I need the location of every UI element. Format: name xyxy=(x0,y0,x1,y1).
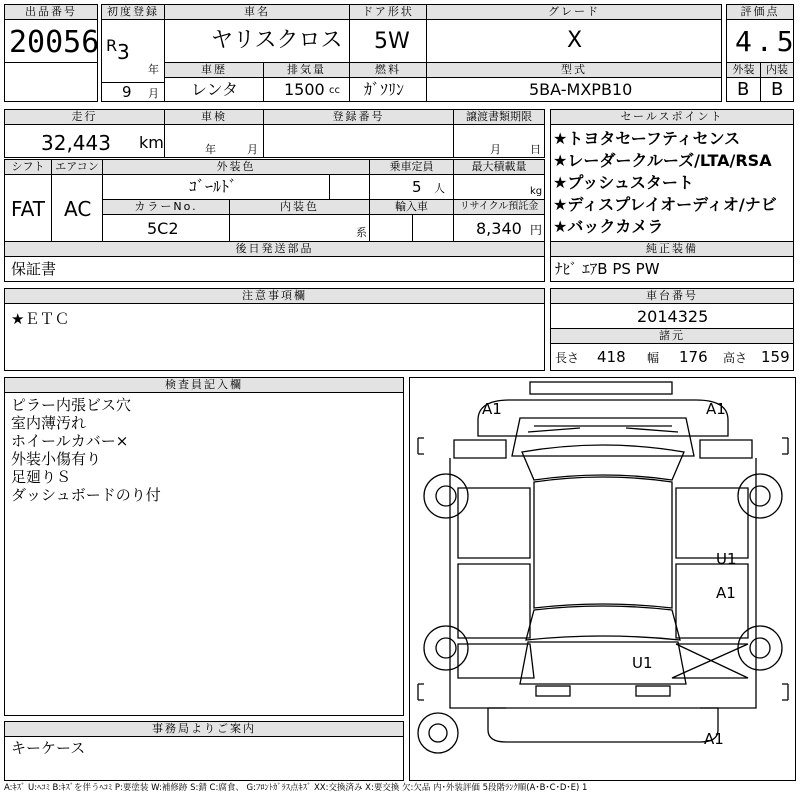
score-cell xyxy=(726,19,798,63)
score-label: 評価点 xyxy=(726,4,794,20)
load-cell xyxy=(453,174,545,200)
width-label: 幅 xyxy=(647,351,660,365)
inspector-line-4: 外装小傷有り xyxy=(11,450,102,468)
inspector-label: 検査員記入欄 xyxy=(4,377,404,393)
later-parts-label: 後日発送部品 xyxy=(4,241,545,257)
damage-mark-5: U1 xyxy=(632,654,653,672)
notes-cell xyxy=(4,303,545,371)
transfer-cell xyxy=(453,124,545,158)
ext-color-label: 外装色 xyxy=(102,159,370,175)
inspection-month-unit: 月 xyxy=(247,143,258,156)
recycle-cell xyxy=(453,214,545,242)
history: レンタ xyxy=(191,80,238,99)
exterior-cell xyxy=(726,77,761,102)
damage-mark-6: A1 xyxy=(704,730,724,748)
import-cell-b xyxy=(412,214,454,242)
sales-point-3: ★プッシュスタート xyxy=(553,173,694,192)
displacement-label: 排気量 xyxy=(263,62,350,78)
ext-color: ｺﾞｰﾙﾄﾞ xyxy=(189,177,238,196)
era: R xyxy=(106,36,118,55)
equipment: ﾅﾋﾞ ｴｱB PS PW xyxy=(555,260,660,278)
sales-points-cell xyxy=(550,124,794,242)
first-reg-month-cell xyxy=(101,82,165,102)
car-damage-diagram xyxy=(409,377,796,781)
int-color-label: 内装色 xyxy=(229,199,370,215)
chassis-label: 車台番号 xyxy=(550,288,794,304)
damage-mark-4: A1 xyxy=(716,584,736,602)
damage-mark-2: A1 xyxy=(706,400,726,418)
inspector-line-6: ダッシュボードのり付 xyxy=(11,486,161,504)
height: 159 xyxy=(761,348,790,366)
sales-point-5: ★バックカメラ xyxy=(553,217,664,236)
office-cell xyxy=(4,736,404,781)
first-reg-year-cell xyxy=(101,19,165,83)
equipment-cell xyxy=(550,256,794,282)
ac-label: エアコン xyxy=(51,159,103,175)
capacity-label: 乗車定員 xyxy=(369,159,454,175)
transfer-day-unit: 日 xyxy=(530,143,541,156)
grade-cell xyxy=(426,19,722,63)
shift-label: シフト xyxy=(4,159,52,175)
dims-cell xyxy=(550,343,794,371)
history-cell xyxy=(164,77,264,102)
fuel-label: 燃料 xyxy=(349,62,427,78)
ext-color-cell xyxy=(102,174,330,200)
history-label: 車歴 xyxy=(164,62,264,78)
damage-mark-1: A1 xyxy=(482,400,502,418)
sales-point-2: ★レーダークルーズ/LTA/RSA xyxy=(553,151,772,170)
office-note: キーケース xyxy=(11,739,86,757)
car-name: ヤリスクロス xyxy=(211,28,343,53)
length-label: 長さ xyxy=(555,351,580,365)
fuel-cell xyxy=(349,77,427,102)
recycle-fee: 8,340 xyxy=(476,219,522,238)
reg-no-label: 登録番号 xyxy=(263,109,454,125)
sales-point-1: ★トヨタセーフティセンス xyxy=(553,129,741,148)
legend-footer: A:ｷｽﾞ U:ﾍｺﾐ B:ｷｽﾞを伴うﾍｺﾐ P:要塗装 W:補修跡 S:錆 C:腐食、 G:ﾌﾛﾝﾄｶﾞﾗｽ点ｷｽﾞ XX:交換済み X:要交換 欠:欠品 内･外装評価 5段階ﾗﾝｸ順(A･B･C･D･E) 1 xyxy=(4,783,588,793)
int-color-unit: 系 xyxy=(356,226,367,239)
length: 418 xyxy=(597,348,626,366)
car-name-cell xyxy=(164,19,350,63)
inspection-year-unit: 年 xyxy=(205,143,216,156)
month-unit: 月 xyxy=(148,87,159,100)
sales-points-label: セールスポイント xyxy=(550,109,794,125)
mileage-unit: km xyxy=(139,133,164,152)
fuel: ｶﾞｿﾘﾝ xyxy=(364,80,405,99)
transfer-label: 譲渡書類期限 xyxy=(453,109,545,125)
blank-cell xyxy=(4,62,98,102)
score: 4.5 xyxy=(735,25,798,58)
color-no-cell xyxy=(102,214,230,242)
inspector-line-2: 室内薄汚れ xyxy=(11,414,87,432)
car-outline xyxy=(410,378,797,782)
recycle-unit: 円 xyxy=(530,223,543,237)
mileage-label: 走行 xyxy=(4,109,165,125)
shift: FAT xyxy=(11,197,46,221)
import-label: 輸入車 xyxy=(369,199,454,215)
ext-color-extra-cell xyxy=(329,174,370,200)
listing-no: 20056 xyxy=(9,25,100,60)
listing-no-label: 出品番号 xyxy=(4,4,98,20)
model: 5BA-MXPB10 xyxy=(529,80,633,99)
inspection-label: 車検 xyxy=(164,109,264,125)
notes-label: 注意事項欄 xyxy=(4,288,545,304)
listing-no-cell xyxy=(4,19,98,63)
later-parts: 保証書 xyxy=(11,260,57,278)
color-no: 5C2 xyxy=(147,219,179,238)
shift-cell xyxy=(4,174,52,242)
reg-month: 9 xyxy=(122,83,132,101)
interior-score: B xyxy=(771,79,784,100)
sales-point-4: ★ディスプレイオーディオ/ナビ xyxy=(553,195,777,214)
mileage-cell xyxy=(4,124,165,158)
door-label: ドア形状 xyxy=(349,4,427,20)
reg-no-cell xyxy=(263,124,454,158)
inspector-cell xyxy=(4,392,404,716)
displacement-cell xyxy=(263,77,350,102)
later-parts-cell xyxy=(4,256,545,282)
office-label: 事務局よりご案内 xyxy=(4,721,404,737)
width: 176 xyxy=(679,348,708,366)
transfer-month-unit: 月 xyxy=(490,143,501,156)
ac-cell xyxy=(51,174,103,242)
year-unit: 年 xyxy=(148,63,159,76)
recycle-label: リサイクル預託金 xyxy=(453,199,545,215)
dims-label: 諸元 xyxy=(550,328,794,344)
import-cell-a xyxy=(369,214,413,242)
inspector-line-5: 足廻りＳ xyxy=(11,468,72,486)
load-unit: kg xyxy=(530,186,543,197)
height-label: 高さ xyxy=(723,351,748,365)
capacity: 5 xyxy=(412,178,422,196)
reg-year: 3 xyxy=(117,40,130,64)
capacity-cell xyxy=(369,174,454,200)
notes: ★ＥＴＣ xyxy=(11,310,70,328)
capacity-unit: 人 xyxy=(434,182,445,195)
equipment-label: 純正装備 xyxy=(550,241,794,257)
interior-label: 内装 xyxy=(760,62,794,78)
mileage: 32,443 xyxy=(41,131,111,155)
model-cell xyxy=(426,77,722,102)
exterior-score: B xyxy=(737,79,750,100)
damage-mark-3: U1 xyxy=(716,550,737,568)
door-shape: 5W xyxy=(374,29,410,54)
inspector-line-3: ホイールカバー× xyxy=(11,432,129,450)
grade: X xyxy=(567,28,583,53)
grade-label: グレード xyxy=(426,4,722,20)
color-no-label: カラーNo. xyxy=(102,199,230,215)
door-cell xyxy=(349,19,427,63)
interior-cell xyxy=(760,77,794,102)
displacement: 1500 xyxy=(284,80,325,99)
inspector-line-1: ピラー内張ビス穴 xyxy=(11,396,132,414)
displacement-unit: cc xyxy=(329,85,340,96)
exterior-label: 外装 xyxy=(726,62,761,78)
load-label: 最大積載量 xyxy=(453,159,545,175)
inspection-cell xyxy=(164,124,264,158)
chassis-no: 2014325 xyxy=(637,307,709,326)
ac: AC xyxy=(64,197,92,221)
first-reg-label: 初度登録 xyxy=(101,4,165,20)
car-name-label: 車名 xyxy=(164,4,350,20)
model-label: 型式 xyxy=(426,62,722,78)
int-color-cell xyxy=(229,214,370,242)
chassis-cell xyxy=(550,303,794,329)
